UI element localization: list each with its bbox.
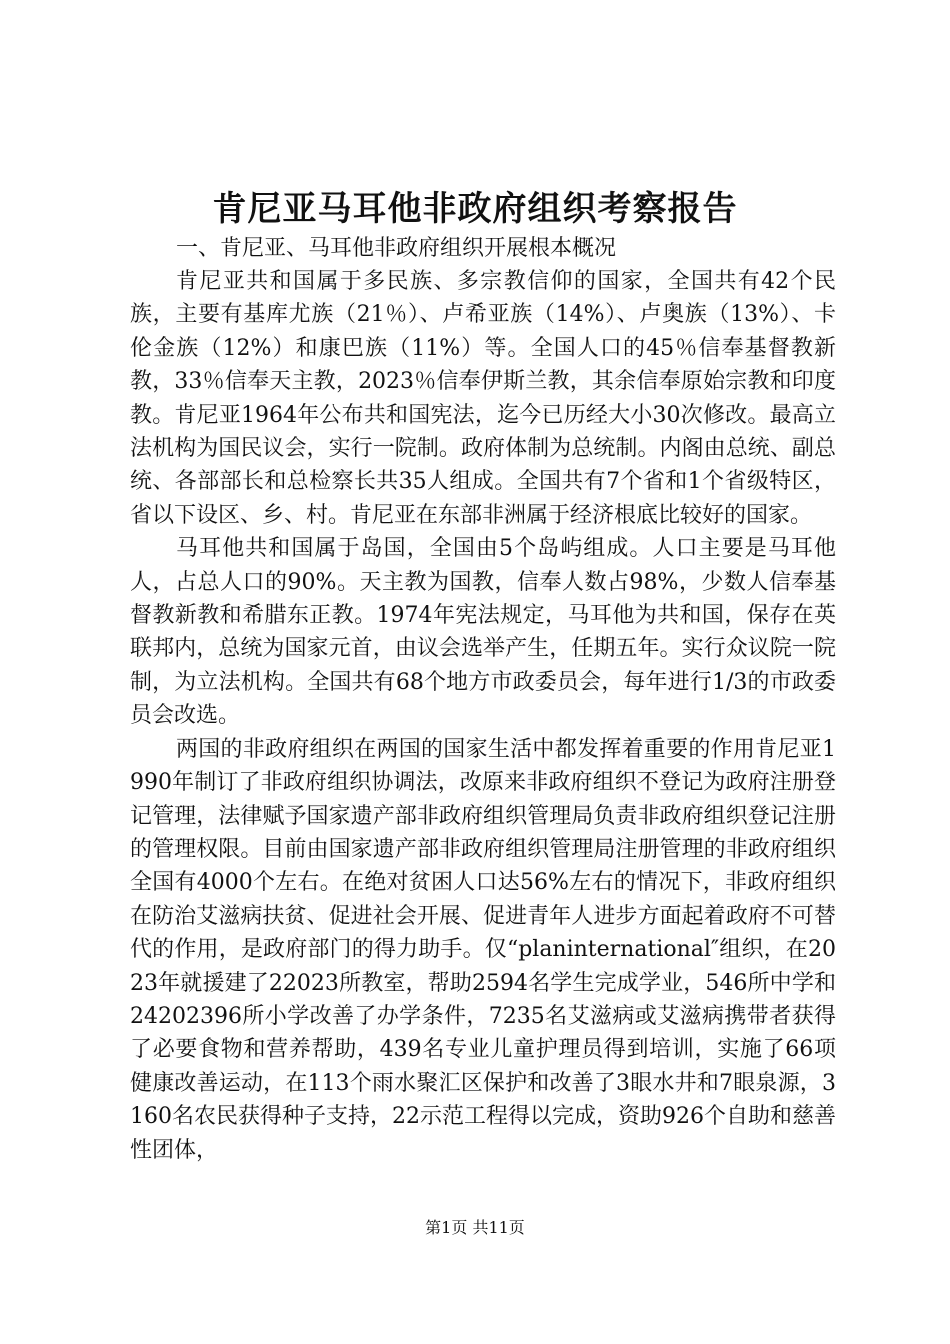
section-heading: 一、肯尼亚、马耳他非政府组织开展根本概况 [176,236,617,261]
document-title: 肯尼亚马耳他非政府组织考察报告 [212,189,738,229]
paragraph-ngo-role: 两国的非政府组织在两国的国家生活中都发挥着重要的作用肯尼亚1990年制订了非政府组织协调法，改原来非政府组织不登记为政府注册登记管理，法律赋予国家遗产部非政府组织管理局负责非政府组织登记注册的管理权限。目前由国家遗产部非政府组织管理局注册管理的非政府组织全国有4000个左右。在绝对贫困人口达56%左右的情况下，非政府组织在防治艾滋病扶贫、促进社会开展、促进青年人进步方面起着政府不可替代的作用，是政府部门的得力助手。仅“planinternational″组织，在2023年就援建了22023所教室，帮助2594名学生完成学业，546所中学和24202396所小学改善了办学条件，7235名艾滋病或艾滋病携带者获得了必要食物和营养帮助，439名专业儿童护理员得到培训，实施了66项健康改善运动，在113个雨水聚汇区保护和改善了3眼水井和7眼泉源，3160名农民获得种子支持，22示范工程得以完成，资助926个自助和慈善性团体， [130,736,836,1163]
paragraph-malta: 马耳他共和国属于岛国，全国由5个岛屿组成。人口主要是马耳他人，占总人口的90%。天主教为国教，信奉人数占98%，少数人信奉基督教新教和希腊东正教。1974年宪法规定，马耳他为共和国，保存在英联邦内，总统为国家元首，由议会选举产生，任期五年。实行众议院一院制，为立法机构。全国共有68个地方市政委员会，每年进行1/3的市政委员会改选。 [130,536,836,729]
page-footer: 第1页 共11页 [425,1218,525,1237]
document-body [130,232,836,1167]
paragraph-kenya: 肯尼亚共和国属于多民族、多宗教信仰的国家，全国共有42个民族，主要有基库尤族（21％）、卢希亚族（14%）、卢奥族（13%）、卡伦金族（12%）和康巴族（11%）等。全国人口的45％信奉基督教新教，33％信奉天主教，2023％信奉伊斯兰教，其余信奉原始宗教和印度教。肯尼亚1964年公布共和国宪法，迄今已历经大小30次修改。最高立法机构为国民议会，实行一院制。政府体制为总统制。内阁由总统、副总统、各部部长和总检察长共35人组成。全国共有7个省和1个省级特区，省以下设区、乡、村。肯尼亚在东部非洲属于经济根底比较好的国家。 [130,269,836,528]
